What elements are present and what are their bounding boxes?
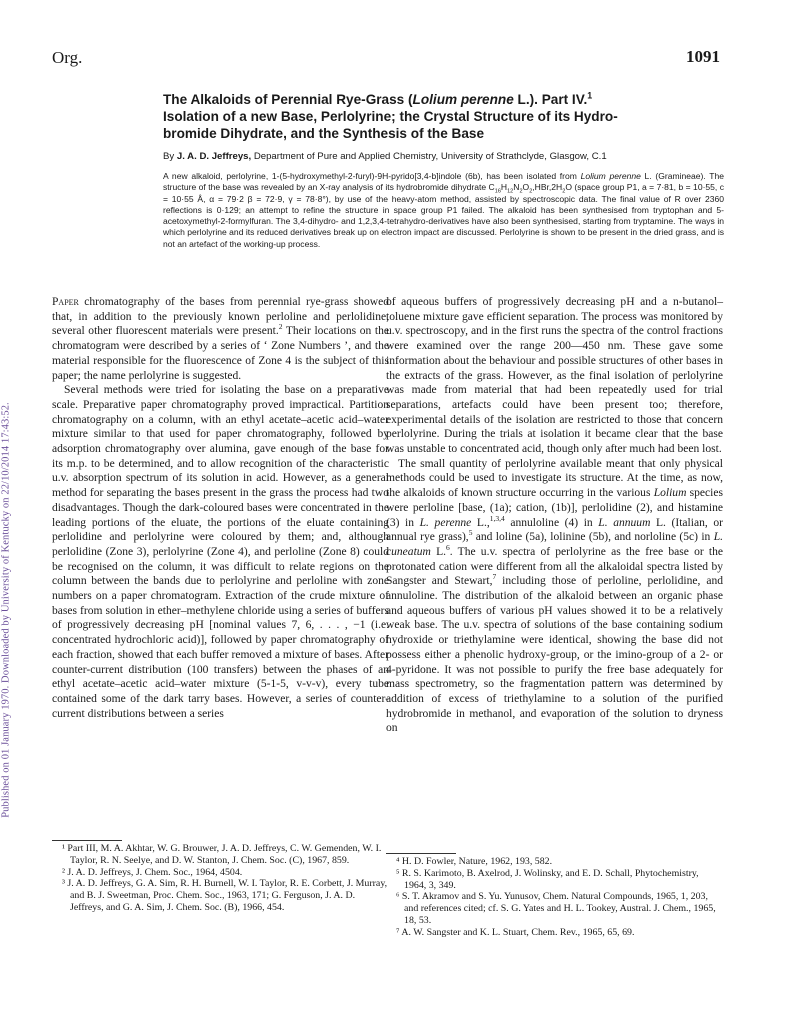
byline [163,151,723,162]
footnote-7: ⁷ A. W. Sangster and K. L. Stuart, Chem. Rev., 1965, 65, 69. [396,926,635,938]
formula-o: O [522,182,530,193]
footnote-rule-right [386,853,456,854]
paragraph-1-text-cont: Their locations on the chromatogram were described by a series of ‘ Zone Numbers ’, and the material responsible for the fluorescence of Zone 4 is the subject of this paper; the name perlolyrine is suggested. [52,325,389,382]
p4-sup-4: 7 [492,572,497,582]
p4-sup-3: 6 [446,543,450,553]
p4-lolium: Lolium [653,487,687,500]
footnotes-left [52,843,389,914]
p4-d: annuloline (4) in [504,516,599,529]
p4-l-annuum: L. annuum [598,516,651,529]
body-column-right [386,295,723,736]
article-title [163,91,723,142]
title-line-2: Isolation of a new Base, Perlolyrine; the Crystal Structure of its Hydro- [163,109,618,124]
footnote-6: ⁶ S. T. Akramov and S. Yu. Yunusov, Chem. Natural Compounds, 1965, 1, 203, and references cited; cf. S. G. Yates and H. L. Tookey, Austral. J. Chem., 1965, 18, 53. [396,891,716,926]
paragraph-lead-word: Paper [52,296,79,308]
p4-g: L. [430,545,447,558]
formula-sub-3: 2 [519,189,523,195]
title-line-1-start: The Alkaloids of Perennial Rye-Grass ( [163,92,413,107]
footnotes-right [386,856,723,939]
footnote-4: ⁴ H. D. Fowler, Nature, 1962, 193, 582. [396,856,553,867]
footnote-2: ² J. A. D. Jeffreys, J. Chem. Soc., 1964, 4504. [62,866,243,878]
formula-n: N [513,182,520,193]
formula-sub-2: 12 [507,189,514,195]
title-footnote-marker: 1 [587,90,593,101]
p4-l-cuneatum: L. cuneatum [386,531,723,558]
p4-c: L., [471,516,490,529]
p4-h: . The u.v. spectra of perlolyrine as the free base or the protonated cation were different from all the alkaloidal spectra listed by Sangster and Stewart, [386,545,723,588]
formula-sub-1: 16 [494,189,501,195]
title-line-1-end: L.). Part IV. [513,92,588,107]
paragraph-1 [52,295,389,383]
author-affiliation: Department of Pure and Applied Chemistry, University of Strathclyde, Glasgow, C.1 [251,151,607,162]
abstract-part-1: A new alkaloid, perlolyrine, 1-(5-hydroxymethyl-2-furyl)-9H-pyrido[3,4-b]indole (6b), has been isolated from [163,171,577,181]
p4-f: and loline (5a), lolinine (5b), and norloline (5c) in [472,531,714,544]
formula-sub-4: 2 [529,189,533,195]
journal-section-label: Org. [52,48,83,67]
footnote-1: ¹ Part III, M. A. Akhtar, W. G. Brouwer, J. A. D. Jeffreys, C. W. Gemenden, W. I. Taylor, R. N. Seelye, and D. W. Stanton, J. Chem. Soc. (C), 1967, 859. [62,843,382,866]
page-number: 1091 [686,47,720,66]
abstract-species: Lolium perenne [580,171,641,181]
paragraph-1-text: chromatography of the bases from perennial rye-grass showed that, in addition to the previously known perloline and perlolidine, several other fluorescent materials were present. [52,296,389,338]
p4-e: L. (Italian, or annual rye grass), [386,516,723,544]
formula-h: H [500,182,508,193]
p4-sup-1: 1,3,4 [489,513,505,523]
footnote-5: ⁵ R. S. Karimoto, B. Axelrod, J. Wolinsky, and E. D. Schall, Phytochemistry, 1964, 3, 349. [396,867,699,891]
title-line-3: bromide Dihydrate, and the Synthesis of the Base [163,126,485,141]
author-name: J. A. D. Jeffreys, [176,151,252,162]
paragraph-3: of aqueous buffers of progressively decreasing pH and a n-butanol–toluene mixture gave efficient separation. The process was monitored by u.v. spectroscopy, and in the first runs the spectra of the control fractions were examined over the range 200—450 nm. These gave some information about the behaviour and possible structures of other bases in the extracts of the grass. However, as the final isolation of perlolyrine was made from material that had been repeatedly used for trial separations, artefacts could have been present too; therefore, experimental details of the isolation are restricted to those that concern perlolyrine. During the trials at isolation it became clear that the base was unstable to concentrated acid, though only after much had been lost. [386,296,723,456]
download-watermark [0,200,14,1020]
title-species-name: Lolium perenne [412,92,514,107]
footnote-3: ³ J. A. D. Jeffreys, G. A. Sim, R. H. Burnell, W. I. Taylor, R. E. Corbett, J. Murray, and B. J. Sweetman, Proc. Chem. Soc., 1963, 171; G. Ferguson, J. A. D. Jeffreys, and G. A. Sim, J. Chem. Soc. (B), 1966, 454. [62,878,388,913]
title-line-1 [163,91,723,108]
abstract-part-3: 1, a = 7·81, b = 10·55, c = 10·55 Å, α = 79·2 β = 72·9, γ = 78·8°), by use of the heavy-atom method, assisted by spectroscopic data. The final value of R over 2360 reflections is 0·129; an attempt to refine the structure in space group P1 failed. The alkaloid has been synthesised from tryptophan and 5-acetoxymethyl-2-formylfuran. The 3,4-dihydro- and 1,2,3,4-tetrahydro-derivatives have also been synthesised, starting from tryptamine. The ways in which perlolyrine and its reduced derivatives break up on electron impact are discussed. Perlolyrine is shown to be present in the dried grass, and is not an artefact of the working-up process. [163,182,724,249]
p4-a: The small quantity of perlolyrine available meant that only physical methods could be used to investigate its structure. At the time, as now, the alkaloids of known structure occurring in the various [386,457,723,500]
p4-l-perenne: L. perenne [419,516,472,529]
formula-space-group: O (space group P [565,182,633,193]
p4-b: species were perloline [base, (1a); cation, (1b)], perlolidine (2), and histamine (3) in [386,487,724,529]
formula-hbr: ,HBr,2H [532,182,563,193]
abstract-part-2: L. (Gramineae). The structure of the base was revealed by an X-ray analysis of its hydrobromide dihydrate C [163,171,725,193]
footnote-rule-left [52,840,122,841]
footnote-marker: 2 [278,322,283,332]
download-watermark-text: Published on 01 January 1970. Downloaded by University of Kentucky on 22/10/2014 17:43:52. [0,402,12,818]
p4-i: including those of perloline, perlolidine, and annuloline. The distribution of the alkaloid between an organic phase and aqueous buffers of various pH values showed it to be a relatively weak base. The u.v. spectra of solutions of the base containing sodium hydroxide or triethylamine were identical, showing the base did not possess either a phenolic hydroxy-group, or the imino-group of a 2- or 4-pyridone. It was not possible to purify the free base adequately for mass spectrometry, so the fragmentation pattern was determined by addition of excess of triethylamine to a solution of the purified hydrobromide in methanol, and evaporation of the solution to dryness on [386,575,723,735]
body-column-left [52,295,389,721]
byline-by: By [163,151,177,162]
paragraph-2: Several methods were tried for isolating the base on a preparative scale. Preparative paper chromatography proved impractical. Partition chromatography on a column, with an ethyl acetate–acetic acid–water mixture similar to that used for paper chromatography, followed by adsorption chromatography over alumina, gave enough of the base for its m.p. to be determined, and to allow recognition of the characteristic u.v. absorption spectrum of its solution in acid. However, as a general method for separating the bases present in the grass the process had two disadvantages. Though the dark-coloured bases were concentrated in the leading portions of the eluate, the portions of the eluate containing perlolidine and perlolyrine were coloured by them; and, although perlolidine (Zone 3), perlolyrine (Zone 4), and perloline (Zone 8) could be recognised on the column, it was difficult to relate regions on the column between the bands due to perlolyrine and perloline with zone numbers on a paper chromatogram. Extraction of the crude mixture of bases from solution in ether–methylene chloride using a series of buffers of progressively decreasing pH [nominal values 7, 6, . . . , −1 (i.e. concentrated hydrochloric acid)], followed by paper chromatography of each fraction, showed that each buffer removed a mixture of bases. After counter-current distribution (100 transfers) between the phases of an ethyl acetate–acetic acid–water mixture (5-1-5, v-v-v), every tube contained some of the dark tarry bases. However, a series of counter-current distributions between a series [52,384,389,720]
paragraph-4 [386,457,723,736]
abstract [163,171,724,250]
p4-sup-2: 5 [468,528,473,538]
formula-sub-5: 2 [562,189,566,195]
